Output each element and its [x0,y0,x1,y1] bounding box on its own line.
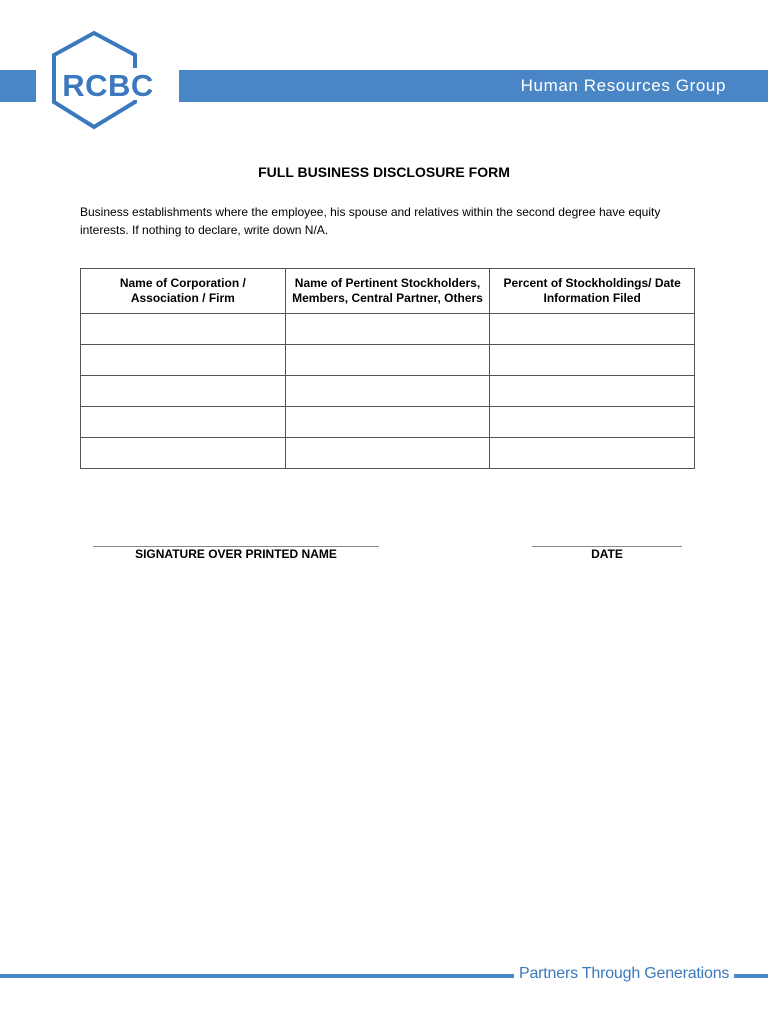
table-cell[interactable] [490,345,695,376]
table-row [81,376,695,407]
header-band-left [0,70,36,102]
table-cell[interactable] [490,314,695,345]
column-header-stockholders: Name of Pertinent Stockholders, Members, Central Partner, Others [285,269,490,314]
table-cell[interactable] [81,407,286,438]
table-row [81,407,695,438]
department-name: Human Resources Group [520,76,726,95]
date-label: DATE [591,547,623,561]
table-cell[interactable] [81,376,286,407]
table-row [81,345,695,376]
signature-label: SIGNATURE OVER PRINTED NAME [135,547,337,561]
rcbc-logo [45,30,171,134]
logo-text: RCBC [62,68,154,103]
table-cell[interactable] [81,438,286,469]
footer-rule-left [0,974,514,978]
table-cell[interactable] [285,438,490,469]
table-row [81,314,695,345]
table-row [81,438,695,469]
table-cell[interactable] [490,407,695,438]
table-header-row [81,269,695,314]
footer-rule-right [734,974,768,978]
table-cell[interactable] [81,314,286,345]
footer-tagline: Partners Through Generations [519,965,730,982]
table-cell[interactable] [285,407,490,438]
form-instructions: Business establishments where the employee, his spouse and relatives within the second degree have equity interests. If nothing to declare, write down N/A. [80,205,661,237]
column-header-corporation: Name of Corporation / Association / Firm [81,269,286,314]
table-cell[interactable] [490,438,695,469]
table-cell[interactable] [285,376,490,407]
table-cell[interactable] [81,345,286,376]
table-cell[interactable] [490,376,695,407]
column-header-percent: Percent of Stockholdings/ Date Information Filed [490,269,695,314]
table-cell[interactable] [285,345,490,376]
form-title: FULL BUSINESS DISCLOSURE FORM [258,164,510,180]
disclosure-table [80,268,695,469]
table-cell[interactable] [285,314,490,345]
